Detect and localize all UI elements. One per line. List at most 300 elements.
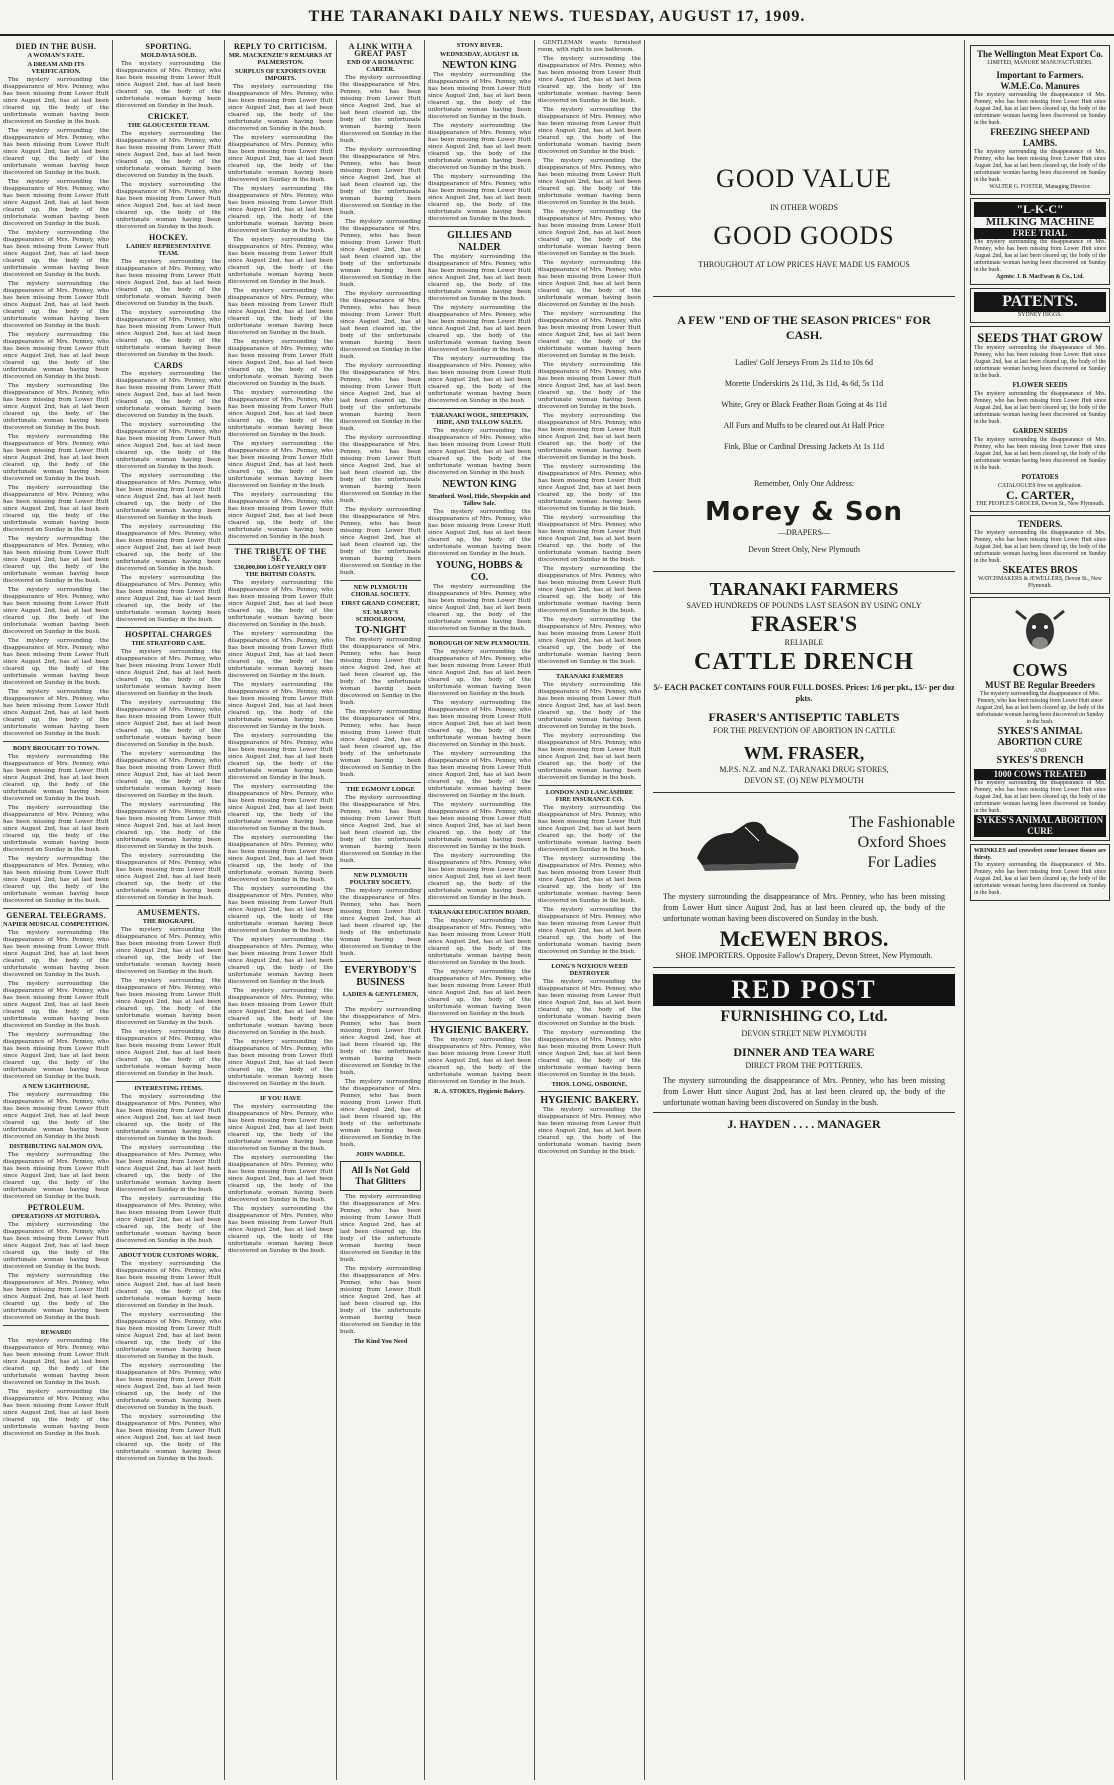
article-paragraph: The mystery surrounding the disappearance of Mrs. Penney, who has been missing from Lower Hutt since August 2nd, has at last been cleared up, the body of the unfortunate woman having been discovered on Sunday in the bush.: [428, 802, 531, 850]
article-paragraph: The mystery surrounding the disappearance of Mrs. Penney, who has been missing from Lower Hutt since August 2nd, has at last been cleared up, the body of the unfortunate woman having been discovered on Sunday in the bush.: [3, 1273, 109, 1321]
divider: [228, 544, 333, 545]
article-paragraph: The mystery surrounding the disappearance of Mrs. Penney, who has been missing from Lower Hutt since August 2nd, has at last been cleared up, the body of the unfortunate woman having been discovered on Sunday in the bush.: [538, 56, 641, 104]
article-paragraph: The mystery surrounding the disappearance of Mrs. Penney, who has been missing from Lower Hutt since August 2nd, has at last been cleared up, the body of the unfortunate woman having been discovered on Sunday in the bush.: [538, 515, 641, 563]
article-paragraph: The mystery surrounding the disappearance of Mrs. Penney, who has been missing from Lower Hutt since August 2nd, has at last been cleared up, the body of the unfortunate woman having been discovered on Sunday in the bush.: [116, 649, 221, 697]
article-paragraph: The mystery surrounding the disappearance of Mrs. Penney, who has been missing from Lower Hutt since August 2nd, has at last been cleared up, the body of the unfortunate woman having been discovered on Sunday in the bush.: [228, 631, 333, 679]
article-paragraph: The mystery surrounding the disappearance of Mrs. Penney, who has been missing from Lower Hutt since August 2nd, has at last been cleared up, the body of the unfortunate woman having been discovered on Sunday in the bush.: [228, 988, 333, 1036]
tenders-heading: TENDERS.: [1017, 519, 1063, 529]
seeds-copy: The mystery surrounding the disappearance of Mrs. Penney, who has been missing from Lower Hutt since August 2nd, has at last been cleared up, the body of the unfortunate woman having been discovered on Sunday in the bush.: [974, 391, 1106, 425]
article-paragraph: The mystery surrounding the disappearance of Mrs. Penney, who has been missing from Lower Hutt since August 2nd, has at last been cleared up, the body of the unfortunate woman having been discovered on Sunday in the bush.: [3, 587, 109, 635]
subhead: BODY BROUGHT TO TOWN.: [12, 745, 100, 752]
divider: [3, 1325, 109, 1326]
article-paragraph: The mystery surrounding the disappearance of Mrs. Penney, who has been missing from Lower Hutt since August 2nd, has at last been cleared up, the body of the unfortunate woman having been discovered on Sunday in the bush.: [228, 835, 333, 883]
article-paragraph: The mystery surrounding the disappearance of Mrs. Penney, who has been missing from Lower Hutt since August 2nd, has at last been cleared up, the body of the unfortunate woman having been discovered on Sunday in the bush.: [3, 689, 109, 737]
subhead: STONY RIVER.: [456, 42, 503, 49]
column-5: [425, 40, 534, 1785]
drapers-label: —DRAPERS—: [777, 528, 830, 537]
article-paragraph: The mystery surrounding the disappearance of Mrs. Penney, who has been missing from Lower Hutt since August 2nd, has at last been cleared up, the body of the unfortunate woman having been discovered on Sunday in the bush.: [228, 937, 333, 985]
sykes-abortion-cure-2: SYKES'S ANIMAL ABORTION CURE: [974, 815, 1106, 837]
column-rule: [964, 40, 965, 1780]
wrinkles-copy: WRINKLES and crowsfeet come because tissues are thirsty.: [974, 848, 1106, 861]
divider: [538, 1091, 641, 1092]
sykes-copy: The mystery surrounding the disappearance of Mrs. Penney, who has been missing from Lower Hutt since August 2nd, has at last been cleared up, the body of the unfortunate woman having been discovered on Sunday in the bush.: [975, 691, 1105, 725]
article-paragraph: The mystery surrounding the disappearance of Mrs. Penney, who has been missing from Lower Hutt since August 2nd, has at last been cleared up, the body of the unfortunate woman having been discovered on Sunday in the bush.: [116, 473, 221, 521]
article-paragraph: The mystery surrounding the disappearance of Mrs. Penney, who has been missing from Lower Hutt since August 2nd, has at last been cleared up, the body of the unfortunate woman having been discovered on Sunday in the bush.: [538, 413, 641, 461]
article-paragraph: The mystery surrounding the disappearance of Mrs. Penney, who has been missing from Lower Hutt since August 2nd, has at last been cleared up, the body of the unfortunate woman having been discovered on Sunday in the bush.: [428, 356, 531, 404]
subhead: TARANAKI FARMERS: [555, 673, 624, 680]
headline-amusements: AMUSEMENTS.: [137, 908, 200, 917]
article-paragraph: The mystery surrounding the disappearance of Mrs. Penney, who has been missing from Lower Hutt since August 2nd, has at last been cleared up, the body of the unfortunate woman having been discovered on Sunday in the bush.: [538, 617, 641, 665]
article-paragraph: The mystery surrounding the disappearance of Mrs. Penney, who has been missing from Lower Hutt since August 2nd, has at last been cleared up, the body of the unfortunate woman having been discovered on Sunday in the bush.: [116, 61, 221, 109]
divider: [116, 627, 221, 628]
sydney-higgs: SYDNEY HIGGS.: [1018, 312, 1062, 318]
headline-reply-to-criticism: REPLY TO CRITICISM.: [233, 42, 328, 51]
ad-sykes: [970, 597, 1110, 841]
subhead: END OF A ROMANTIC CAREER.: [346, 59, 415, 73]
divider: [228, 1091, 333, 1092]
article-paragraph: The mystery surrounding the disappearance of Mrs. Penney, who has been missing from Lower Hutt since August 2nd, has at last been cleared up, the body of the unfortunate woman having been discovered on Sunday in the bush.: [228, 886, 333, 934]
morey-address: Devon Street Only, New Plymouth: [748, 545, 860, 554]
freezing-copy: The mystery surrounding the disappearance of Mrs. Penney, who has been missing from Lower Hutt since August 2nd, has at last been cleared up, the body of the unfortunate woman having been discovered on Sunday in the bush.: [974, 149, 1106, 183]
far-right-ads: [966, 40, 1114, 1785]
column-6: [535, 40, 644, 1785]
fraser-sub: M.P.S. N.Z. and N.Z. TARANAKI DRUG STORES,: [719, 765, 889, 774]
ad-frasers-drench: [653, 572, 955, 793]
article-paragraph: The mystery surrounding the disappearance of Mrs. Penney, who has been missing from Lower Hutt since August 2nd, has at last been cleared up, the body of the unfortunate woman having been discovered on Sunday in the bush.: [116, 751, 221, 799]
headline-general-telegrams: GENERAL TELEGRAMS.: [6, 911, 106, 920]
freetrial-heading: FREE TRIAL: [974, 228, 1106, 239]
ad-red-post: [653, 968, 955, 1138]
subhead: A NEW LIGHTHOUSE.: [22, 1083, 90, 1090]
article-paragraph: The mystery surrounding the disappearance of Mrs. Penney, who has been missing from Lower Hutt since August 2nd, has at last been cleared up, the body of the unfortunate woman having been discovered on Sunday in the bush.: [228, 682, 333, 730]
article-paragraph: The mystery surrounding the disappearance of Mrs. Penney, who has been missing from Lower Hutt since August 2nd, has at last been cleared up, the body of the unfortunate woman having been discovered on Sunday in the bush.: [3, 1152, 109, 1200]
freezing-heading: FREEZING SHEEP AND LAMBS.: [990, 127, 1090, 148]
article-paragraph: The mystery surrounding the disappearance of Mrs. Penney, who has been missing from Lower Hutt since August 2nd, has at last been cleared up, the body of the unfortunate woman having been discovered on Sunday in the bush.: [3, 1338, 109, 1386]
article-paragraph: The mystery surrounding the disappearance of Mrs. Penney, who has been missing from Lower Hutt since August 2nd, has at last been cleared up, the body of the unfortunate woman having been discovered on Sunday in the bush.: [538, 566, 641, 614]
subhead: TARANAKI EDUCATION BOARD.: [429, 909, 530, 916]
subhead: NEW PLYMOUTH CHORAL SOCIETY.: [350, 584, 411, 598]
article-paragraph: The mystery surrounding the disappearance of Mrs. Penney, who has been missing from Lower Hutt since August 2nd, has at last been cleared up, the body of the unfortunate woman having been discovered on Sunday in the bush.: [340, 1079, 421, 1148]
headline-died-in-bush: DIED IN THE BUSH.: [15, 42, 97, 51]
divider: [428, 636, 531, 637]
morey-son-heading: Morey & Son: [704, 497, 903, 527]
divider: [538, 669, 641, 670]
subhead: NEW PLYMOUTH POULTRY SOCIETY.: [349, 872, 412, 886]
article-paragraph: The mystery surrounding the disappearance of Mrs. Penney, who has been missing from Lower Hutt since August 2nd, has at last been cleared up, the body of the unfortunate woman having been discovered on Sunday in the bush.: [116, 1196, 221, 1244]
red-post-heading: RED POST: [653, 974, 955, 1006]
article-paragraph: The mystery surrounding the disappearance of Mrs. Penney, who has been missing from Lower Hutt since August 2nd, has at last been cleared up, the body of the unfortunate woman having been discovered on Sunday in the bush.: [228, 237, 333, 285]
article-paragraph: The mystery surrounding the disappearance of Mrs. Penney, who has been missing from Lower Hutt since August 2nd, has at last been cleared up, the body of the unfortunate woman having been discovered on Sunday in the bush.: [228, 339, 333, 387]
divider: [116, 1081, 221, 1082]
drench-price: 5/- EACH PACKET CONTAINS FOUR FULL DOSES. Prices: 1/6 per pkt., 15/- per doz pkts.: [653, 683, 955, 703]
headline-link-with-past: A LINK WITH A GREAT PAST: [348, 42, 413, 58]
article-paragraph: The mystery surrounding the disappearance of Mrs. Penney, who has been missing from Lower Hutt since August 2nd, has at last been cleared up, the body of the unfortunate woman having been discovered on Sunday in the bush.: [116, 1363, 221, 1411]
sykes-abortion-cure: SYKES'S ANIMAL ABORTION CURE: [997, 726, 1083, 748]
article-paragraph: The mystery surrounding the disappearance of Mrs. Penney, who has been missing from Lower Hutt since August 2nd, has at last been cleared up, the body of the unfortunate woman having been discovered on Sunday in the bush.: [428, 918, 531, 966]
manures-heading: W.M.E.Co. Manures: [1000, 81, 1080, 91]
subhead: FIRST GRAND CONCERT,: [341, 600, 420, 607]
article-paragraph: The mystery surrounding the disappearance of Mrs. Penney, who has been missing from Lower Hutt since August 2nd, has at last been cleared up, the body of the unfortunate woman having been discovered on Sunday in the bush.: [428, 969, 531, 1017]
divider: [538, 785, 641, 786]
article-paragraph: The mystery surrounding the disappearance of Mrs. Penney, who has been missing from Lower Hutt since August 2nd, has at last been cleared up, the body of the unfortunate woman having been discovered on Sunday in the bush.: [116, 524, 221, 572]
article-paragraph: The mystery surrounding the disappearance of Mrs. Penney, who has been missing from Lower Hutt since August 2nd, has at last been cleared up, the body of the unfortunate woman having been discovered on Sunday in the bush.: [116, 700, 221, 748]
antiseptic-heading: FRASER'S ANTISEPTIC TABLETS: [708, 710, 900, 724]
article-paragraph: The mystery surrounding the disappearance of Mrs. Penney, who has been missing from Lower Hutt since August 2nd, has at last been cleared up, the body of the unfortunate woman having been discovered on Sunday in the bush.: [428, 174, 531, 222]
article-paragraph: The mystery surrounding the disappearance of Mrs. Penney, who has been missing from Lower Hutt since August 2nd, has at last been cleared up, the body of the unfortunate woman having been discovered on Sunday in the bush.: [340, 1007, 421, 1076]
subhead: IF YOU HAVE: [260, 1095, 301, 1102]
subhead: OPERATIONS AT MOTUROA.: [11, 1213, 101, 1220]
article-paragraph: The mystery surrounding the disappearance of Mrs. Penney, who has been missing from Lower Hutt since August 2nd, has at last been cleared up, the body of the unfortunate woman having been discovered on Sunday in the bush.: [428, 254, 531, 302]
article-paragraph: The mystery surrounding the disappearance of Mrs. Penney, who has been missing from Lower Hutt since August 2nd, has at last been cleared up, the body of the unfortunate woman having been discovered on Sunday in the bush.: [116, 310, 221, 358]
dinner-heading: DINNER AND TEA WARE: [733, 1045, 875, 1059]
eos-item: Fink, Blue or Cardinal Dressing Jackets At 1s 11d: [724, 442, 884, 451]
regular-breeders: MUST BE Regular Breeders: [985, 680, 1095, 690]
tenders-copy: The mystery surrounding the disappearance of Mrs. Penney, who has been missing from Lower Hutt since August 2nd, has at last been cleared up, the body of the unfortunate woman having been discovered on Sunday in the bush.: [974, 530, 1106, 564]
article-paragraph: The mystery surrounding the disappearance of Mrs. Penney, who has been missing from Lower Hutt since August 2nd, has at last been cleared up, the body of the unfortunate woman having been discovered on Sunday in the bush.: [116, 131, 221, 179]
tf-sub: SAVED HUNDREDS OF POUNDS LAST SEASON BY USING ONLY: [686, 601, 922, 610]
taranaki-farmers-heading: TARANAKI FARMERS: [709, 579, 899, 599]
newton-king-banner: NEWTON KING: [442, 479, 517, 490]
ad-end-of-season: [653, 297, 955, 572]
article-paragraph: The mystery surrounding the disappearance of Mrs. Penney, who has been missing from Lower Hutt since August 2nd, has at last been cleared up, the body of the unfortunate woman having been discovered on Sunday in the bush.: [428, 853, 531, 901]
column-1: [0, 40, 112, 1785]
article-paragraph: The mystery surrounding the disappearance of Mrs. Penney, who has been missing from Lower Hutt since August 2nd, has at last been cleared up, the body of the unfortunate woman having been discovered on Sunday in the bush.: [538, 682, 641, 730]
seeds-copy: The mystery surrounding the disappearance of Mrs. Penney, who has been missing from Lower Hutt since August 2nd, has at last been cleared up, the body of the unfortunate woman having been discovered on Sunday in the bush.: [974, 345, 1106, 379]
article-paragraph: The mystery surrounding the disappearance of Mrs. Penney, who has been missing from Lower Hutt since August 2nd, has at last been cleared up, the body of the unfortunate woman having been discovered on Sunday in the bush.: [340, 888, 421, 957]
article-paragraph: The mystery surrounding the disappearance of Mrs. Penney, who has been missing from Lower Hutt since August 2nd, has at last been cleared up, the body of the unfortunate woman having been discovered on Sunday in the bush.: [228, 1104, 333, 1152]
in-other-words: IN OTHER WORDS: [770, 203, 838, 212]
divider: [428, 905, 531, 906]
article-paragraph: The mystery surrounding the disappearance of Mrs. Penney, who has been missing from Lower Hutt since August 2nd, has at last been cleared up, the body of the unfortunate woman having been discovered on Sunday in the bush.: [538, 979, 641, 1027]
fraser-address: DEVON ST. (O) NEW PLYMOUTH: [744, 776, 864, 785]
article-paragraph: The mystery surrounding the disappearance of Mrs. Penney, who has been missing from Lower Hutt since August 2nd, has at last been cleared up, the body of the unfortunate woman having been discovered on Sunday in the bush.: [3, 281, 109, 329]
article-paragraph: The mystery surrounding the disappearance of Mrs. Penney, who has been missing from Lower Hutt since August 2nd, has at last been cleared up, the body of the unfortunate woman having been discovered on Sunday in the bush.: [3, 179, 109, 227]
article-paragraph: The mystery surrounding the disappearance of Mrs. Penney, who has been missing from Lower Hutt since August 2nd, has at last been cleared up, the body of the unfortunate woman having been discovered on Sunday in the bush.: [538, 464, 641, 512]
shoe-line-2: Oxford Shoes: [857, 834, 947, 851]
article-paragraph: The mystery surrounding the disappearance of Mrs. Penney, who has been missing from Lower Hutt since August 2nd, has at last been cleared up, the body of the unfortunate woman having been discovered on Sunday in the bush.: [116, 259, 221, 307]
subhead: LADIES & GENTLEMEN,—: [342, 991, 419, 1005]
article-paragraph: The mystery surrounding the disappearance of Mrs. Penney, who has been missing from Lower Hutt since August 2nd, has at last been cleared up, the body of the unfortunate woman having been discovered on Sunday in the bush.: [538, 733, 641, 781]
good-value-heading: GOOD VALUE: [716, 164, 892, 193]
article-paragraph: The mystery surrounding the disappearance of Mrs. Penney, who has been missing from Lower Hutt since August 2nd, has at last been cleared up, the body of the unfortunate woman having been discovered on Sunday in the bush.: [3, 1389, 109, 1437]
article-paragraph: The mystery surrounding the disappearance of Mrs. Penney, who has been missing from Lower Hutt since August 2nd, has at last been cleared up, the body of the unfortunate woman having been discovered on Sunday in the bush.: [3, 434, 109, 482]
article-paragraph: The mystery surrounding the disappearance of Mrs. Penney, who has been missing from Lower Hutt since August 2nd, has at last been cleared up, the body of the unfortunate woman having been discovered on Sunday in the bush.: [116, 1261, 221, 1309]
article-paragraph: The mystery surrounding the disappearance of Mrs. Penney, who has been missing from Lower Hutt since August 2nd, has at last been cleared up, the body of the unfortunate woman having been discovered on Sunday in the bush.: [116, 1094, 221, 1142]
shoe-line-3: For Ladies: [867, 854, 937, 871]
article-paragraph: The mystery surrounding the disappearance of Mrs. Penney, who has been missing from Lower Hutt since August 2nd, has at last been cleared up, the body of the unfortunate woman having been discovered on Sunday in the bush.: [228, 1206, 333, 1254]
hygienic-bakery-banner: HYGIENIC BAKERY.: [540, 1095, 639, 1106]
article-paragraph: The mystery surrounding the disappearance of Mrs. Penney, who has been missing from Lower Hutt since August 2nd, has at last been cleared up, the body of the unfortunate woman having been discovered on Sunday in the bush.: [116, 978, 221, 1026]
article-paragraph: The mystery surrounding the disappearance of Mrs. Penney, who has been missing from Lower Hutt since August 2nd, has at last been cleared up, the body of the unfortunate woman having been discovered on Sunday in the bush.: [3, 536, 109, 584]
headline-cards: CARDS: [153, 361, 184, 370]
direct-from: DIRECT FROM THE POTTERIES.: [745, 1061, 863, 1070]
divider: [340, 580, 421, 581]
article-paragraph: The mystery surrounding the disappearance of Mrs. Penney, who has been missing from Lower Hutt since August 2nd, has at last been cleared up, the body of the unfortunate woman having been discovered on Sunday in the bush.: [116, 802, 221, 850]
to-night-banner: TO-NIGHT: [355, 625, 406, 636]
article-paragraph: The mystery surrounding the disappearance of Mrs. Penney, who has been missing from Lower Hutt since August 2nd, has at last been cleared up, the body of the unfortunate woman having been discovered on Sunday in the bush.: [3, 332, 109, 380]
article-paragraph: The mystery surrounding the disappearance of Mrs. Penney, who has been missing from Lower Hutt since August 2nd, has at last been cleared up, the body of the unfortunate woman having been discovered on Sunday in the bush.: [228, 580, 333, 628]
article-paragraph: The mystery surrounding the disappearance of Mrs. Penney, who has been missing from Lower Hutt since August 2nd, has at last been cleared up, the body of the unfortunate woman having been discovered on Sunday in the bush.: [428, 305, 531, 353]
hygienic-bakery-banner: HYGIENIC BAKERY.: [430, 1025, 529, 1036]
patents-heading: PATENTS.: [974, 292, 1106, 312]
headline-hockey: HOCKEY.: [149, 233, 188, 242]
lkc-copy: The mystery surrounding the disappearance of Mrs. Penney, who has been missing from Lower Hutt since August 2nd, has at last been cleared up, the body of the unfortunate woman having been discovered on Sunday in the bush.: [974, 239, 1106, 273]
divider: [428, 408, 531, 409]
potatoes: POTATOES: [1021, 473, 1059, 481]
article-paragraph: The mystery surrounding the disappearance of Mrs. Penney, who has been missing from Lower Hutt since August 2nd, has at last been cleared up, the body of the unfortunate woman having been discovered on Sunday in the bush.: [428, 700, 531, 748]
column-4: [337, 40, 424, 1785]
article-paragraph: The mystery surrounding the disappearance of Mrs. Penney, who has been missing from Lower Hutt since August 2nd, has at last been cleared up, the body of the unfortunate woman having been discovered on Sunday in the bush.: [3, 638, 109, 686]
divider: [428, 1021, 531, 1022]
headline-petroleum: PETROLEUM.: [27, 1203, 85, 1212]
shoe-illustration-icon: [687, 803, 807, 883]
subhead: LONDON AND LANCASHIRE FIRE INSURANCE CO.: [545, 789, 634, 803]
divider: [3, 908, 109, 909]
headline-hospital-charges: HOSPITAL CHARGES: [125, 630, 212, 639]
article-paragraph: The mystery surrounding the disappearance of Mrs. Penney, who has been missing from Lower Hutt since August 2nd, has at last been cleared up, the body of the unfortunate woman having been discovered on Sunday in the bush.: [228, 492, 333, 540]
subhead: THE EGMONT LODGE: [346, 786, 415, 793]
red-post-address: DEVON STREET NEW PLYMOUTH: [741, 1029, 867, 1038]
ad-all-is-not-gold: [340, 1161, 421, 1191]
fraser-name: WM. FRASER,: [743, 743, 865, 763]
subhead: MR. MACKENZIE'S REMARKS AT PALMERSTON.: [228, 52, 333, 66]
lkc-heading: "L-K-C": [974, 202, 1106, 217]
article-paragraph: The mystery surrounding the disappearance of Mrs. Penney, who has been missing from Lower Hutt since August 2nd, has at last been cleared up, the body of the unfortunate woman having been discovered on Sunday in the bush.: [228, 135, 333, 183]
red-post-copy: The mystery surrounding the disappearance of Mrs. Penney, who has been missing from Lower Hutt since August 2nd, has at last been cleared up, the body of the unfortunate woman having been discovered on Sunday in the bush.: [663, 1076, 945, 1107]
mcewen-sub: SHOE IMPORTERS. Opposite Fallow's Drapery, Devon Street, New Plymouth.: [675, 951, 933, 960]
article-paragraph: The mystery surrounding the disappearance of Mrs. Penney, who has been missing from Lower Hutt since August 2nd, has at last been cleared up, the body of the unfortunate woman having been discovered on Sunday in the bush.: [538, 311, 641, 359]
divider: [116, 905, 221, 906]
subhead: THOS. LONG, OSBORNE.: [551, 1081, 628, 1088]
catalogues: CATALOGUES free on application.: [998, 483, 1082, 489]
mcewen-heading: McEWEN BROS.: [719, 926, 889, 951]
subhead: THE BIOGRAPH.: [142, 918, 195, 925]
good-goods-heading: GOOD GOODS: [713, 221, 895, 250]
article-paragraph: The mystery surrounding the disappearance of Mrs. Penney, who has been missing from Lower Hutt since August 2nd, has at last been cleared up, the body of the unfortunate woman having been discovered on Sunday in the bush.: [340, 507, 421, 576]
subhead: £30,000,000 LOST YEARLY OFF THE BRITISH COASTS.: [234, 564, 327, 578]
subhead: A WOMAN'S FATE.: [27, 52, 85, 59]
article-paragraph: The mystery surrounding the disappearance of Mrs. Penney, who has been missing from Lower Hutt since August 2nd, has at last been cleared up, the body of the unfortunate woman having been discovered on Sunday in the bush.: [3, 230, 109, 278]
display-ads: [645, 40, 963, 1785]
article-paragraph: The mystery surrounding the disappearance of Mrs. Penney, who has been missing from Lower Hutt since August 2nd, has at last been cleared up, the body of the unfortunate woman having been discovered on Sunday in the bush.: [538, 260, 641, 308]
ad-wellington-meat: [970, 45, 1110, 195]
article-paragraph: The mystery surrounding the disappearance of Mrs. Penney, who has been missing from Lower Hutt since August 2nd, has at last been cleared up, the body of the unfortunate woman having been discovered on Sunday in the bush.: [116, 1145, 221, 1193]
article-paragraph: The mystery surrounding the disappearance of Mrs. Penney, who has been missing from Lower Hutt since August 2nd, has at last been cleared up, the body of the unfortunate woman having been discovered on Sunday in the bush.: [228, 1155, 333, 1203]
article-paragraph: The mystery surrounding the disappearance of Mrs. Penney, who has been missing from Lower Hutt since August 2nd, has at last been cleared up, the body of the unfortunate woman having been discovered on Sunday in the bush.: [340, 291, 421, 360]
subhead: TARANAKI WOOL, SHEEPSKIN, HIDE, AND TALLOW SALES.: [430, 412, 529, 426]
subhead: THE STRATFORD CASE.: [131, 640, 206, 647]
frasers-heading: FRASER'S: [750, 611, 858, 636]
article-paragraph: The mystery surrounding the disappearance of Mrs. Penney, who has been missing from Lower Hutt since August 2nd, has at last been cleared up, the body of the unfortunate woman having been discovered on Sunday in the bush.: [538, 805, 641, 853]
thousand-cows: 1000 COWS TREATED: [974, 769, 1106, 780]
furnishing-heading: FURNISHING CO, Ltd.: [720, 1008, 888, 1025]
article-paragraph: The mystery surrounding the disappearance of Mrs. Penney, who has been missing from Lower Hutt since August 2nd, has at last been cleared up, the body of the unfortunate woman having been discovered on Sunday in the bush.: [116, 575, 221, 623]
article-paragraph: The mystery surrounding the disappearance of Mrs. Penney, who has been missing from Lower Hutt since August 2nd, has at last been cleared up, the body of the unfortunate woman having been discovered on Sunday in the bush.: [228, 441, 333, 489]
article-paragraph: The mystery surrounding the disappearance of Mrs. Penney, who has been missing from Lower Hutt since August 2nd, has at last been cleared up, the body of the unfortunate woman having been discovered on Sunday in the bush.: [340, 435, 421, 504]
eos-item: Morette Underskirts 2s 11d, 3s 11d, 4s 6d, 5s 11d: [724, 379, 884, 388]
divider: [340, 961, 421, 962]
subhead: NAPIER MUSICAL COMPETITION.: [3, 921, 109, 928]
article-paragraph: The mystery surrounding the disappearance of Mrs. Penney, who has been missing from Lower Hutt since August 2nd, has at last been cleared up, the body of the unfortunate woman having been discovered on Sunday in the bush.: [538, 107, 641, 155]
skeates-sub: WATCHMAKERS & JEWELLERS, Devon St., New Plymouth.: [978, 576, 1102, 589]
garden-seeds: GARDEN SEEDS: [1012, 427, 1068, 435]
subhead: DISTRIBUTING SALMON OVA.: [9, 1143, 103, 1150]
antiseptic-sub: FOR THE PREVENTION OF ABORTION IN CATTLE: [712, 726, 896, 735]
article-paragraph: The mystery surrounding the disappearance of Mrs. Penney, who has been missing from Lower Hutt since August 2nd, has at last been cleared up, the body of the unfortunate woman having been discovered on Sunday in the bush.: [538, 362, 641, 410]
subhead: THE GLOUCESTER TEAM.: [127, 122, 210, 129]
hayden-manager: J. HAYDEN . . . . MANAGER: [653, 1112, 955, 1132]
skeates-heading: SKEATES BROS: [1002, 565, 1078, 576]
article-paragraph: The mystery surrounding the disappearance of Mrs. Penney, who has been missing from Lower Hutt since August 2nd, has at last been cleared up, the body of the unfortunate woman having been discovered on Sunday in the bush.: [228, 784, 333, 832]
good-value-tagline: THROUGHOUT AT LOW PRICES HAVE MADE US FAMOUS: [698, 260, 910, 269]
article-paragraph: The mystery surrounding the disappearance of Mrs. Penney, who has been missing from Lower Hutt since August 2nd, has at last been cleared up, the body of the unfortunate woman having been discovered on Sunday in the bush.: [428, 509, 531, 557]
sykes-drench: SYKES'S DRENCH: [996, 755, 1084, 766]
sykes-and: AND: [1033, 748, 1047, 754]
article-paragraph: The mystery surrounding the disappearance of Mrs. Penney, who has been missing from Lower Hutt since August 2nd, has at last been cleared up, the body of the unfortunate woman having been discovered on Sunday in the bush.: [538, 907, 641, 955]
article-paragraph: The mystery surrounding the disappearance of Mrs. Penney, who has been missing from Lower Hutt since August 2nd, has at last been cleared up, the body of the unfortunate woman having been discovered on Sunday in the bush.: [340, 219, 421, 288]
subhead: LADIES' REPRESENTATIVE TEAM.: [126, 243, 211, 257]
seeds-copy: The mystery surrounding the disappearance of Mrs. Penney, who has been missing from Lower Hutt since August 2nd, has at last been cleared up, the body of the unfortunate woman having been discovered on Sunday in the bush.: [974, 437, 1106, 471]
ad-wrinkles: [970, 844, 1110, 901]
article-paragraph: The mystery surrounding the disappearance of Mrs. Penney, who has been missing from Lower Hutt since August 2nd, has at last been cleared up, the body of the unfortunate woman having been discovered on Sunday in the bush.: [428, 72, 531, 120]
article-paragraph: The mystery surrounding the disappearance of Mrs. Penney, who has been missing from Lower Hutt since August 2nd, has at last been cleared up, the body of the unfortunate woman having been discovered on Sunday in the bush.: [116, 853, 221, 901]
article-paragraph: The mystery surrounding the disappearance of Mrs. Penney, who has been missing from Lower Hutt since August 2nd, has at last been cleared up, the body of the unfortunate woman having been discovered on Sunday in the bush.: [116, 182, 221, 230]
cows-heading: COWS: [1012, 660, 1068, 680]
article-paragraph: The mystery surrounding the disappearance of Mrs. Penney, who has been missing from Lower Hutt since August 2nd, has at last been cleared up, the body of the unfortunate woman having been discovered on Sunday in the bush.: [538, 158, 641, 206]
article-paragraph: The mystery surrounding the disappearance of Mrs. Penney, who has been missing from Lower Hutt since August 2nd, has at last been cleared up, the body of the unfortunate woman having been discovered on Sunday in the bush.: [428, 428, 531, 476]
article-paragraph: The mystery surrounding the disappearance of Mrs. Penney, who has been missing from Lower Hutt since August 2nd, has at last been cleared up, the body of the unfortunate woman having been discovered on Sunday in the bush.: [538, 856, 641, 904]
carter-heading: C. CARTER,: [1006, 488, 1074, 502]
divider: [340, 782, 421, 783]
article-paragraph: The mystery surrounding the disappearance of Mrs. Penney, who has been missing from Lower Hutt since August 2nd, has at last been cleared up, the body of the unfortunate woman having been discovered on Sunday in the bush.: [428, 751, 531, 799]
article-paragraph: The mystery surrounding the disappearance of Mrs. Penney, who has been missing from Lower Hutt since August 2nd, has at last been cleared up, the body of the unfortunate woman having been discovered on Sunday in the bush.: [538, 1107, 641, 1155]
subhead-reward: REWARD!: [40, 1329, 72, 1336]
article-paragraph: The mystery surrounding the disappearance of Mrs. Penney, who has been missing from Lower Hutt since August 2nd, has at last been cleared up, the body of the unfortunate woman having been discovered on Sunday in the bush.: [116, 422, 221, 470]
eos-item: Ladies' Golf Jerseys From 2s 11d to 10s 6d: [734, 358, 874, 367]
article-paragraph: The mystery surrounding the disappearance of Mrs. Penney, who has been missing from Lower Hutt since August 2nd, has at last been cleared up, the body of the unfortunate woman having been discovered on Sunday in the bush.: [3, 77, 109, 125]
subhead: A DREAM AND ITS VERIFICATION.: [27, 61, 85, 75]
shoe-copy: The mystery surrounding the disappearance of Mrs. Penney, who has been missing from Lower Hutt since August 2nd, has at last been cleared up, the body of the unfortunate woman having been discovered on Sunday in the bush.: [663, 892, 945, 923]
sykes-copy: The mystery surrounding the disappearance of Mrs. Penney, who has been missing from Lower Hutt since August 2nd, has at last been cleared up, the body of the unfortunate woman having been discovered on Sunday in the bush.: [974, 780, 1106, 814]
subhead: LONG'S NOXIOUS WEED DESTROYER: [551, 963, 628, 977]
wmeat-copy: The mystery surrounding the disappearance of Mrs. Penney, who has been missing from Lower Hutt since August 2nd, has at last been cleared up, the body of the unfortunate woman having been discovered on Sunday in the bush.: [974, 92, 1106, 126]
article-paragraph: The mystery surrounding the disappearance of Mrs. Penney, who has been missing from Lower Hutt since August 2nd, has at last been cleared up, the body of the unfortunate woman having been discovered on Sunday in the bush.: [340, 637, 421, 706]
article-paragraph: The mystery surrounding the disappearance of Mrs. Penney, who has been missing from Lower Hutt since August 2nd, has at last been cleared up, the body of the unfortunate woman having been discovered on Sunday in the bush.: [3, 485, 109, 533]
subhead: SURPLUS OF EXPORTS OVER IMPORTS.: [235, 68, 326, 82]
article-paragraph: The mystery surrounding the disappearance of Mrs. Penney, who has been missing from Lower Hutt since August 2nd, has at last been cleared up, the body of the unfortunate woman having been discovered on Sunday in the bush.: [340, 363, 421, 432]
flower-seeds: FLOWER SEEDS: [1012, 381, 1068, 389]
headline-cricket: CRICKET.: [147, 112, 190, 121]
ad-good-value: [653, 44, 955, 297]
ad-tenders: [970, 515, 1110, 594]
article-paragraph: The mystery surrounding the disappearance of Mrs. Penney, who has been missing from Lower Hutt since August 2nd, has at last been cleared up, the body of the unfortunate woman having been discovered on Sunday in the bush.: [3, 754, 109, 802]
article-paragraph: The mystery surrounding the disappearance of Mrs. Penney, who has been missing from Lower Hutt since August 2nd, has at last been cleared up, the body of the unfortunate woman having been discovered on Sunday in the bush.: [3, 1092, 109, 1140]
article-paragraph: The mystery surrounding the disappearance of Mrs. Penney, who has been missing from Lower Hutt since August 2nd, has at last been cleared up, the body of the unfortunate woman having been discovered on Sunday in the bush.: [340, 795, 421, 864]
shoe-line-1: The Fashionable: [848, 814, 955, 831]
divider: [3, 741, 109, 742]
article-paragraph: The mystery surrounding the disappearance of Mrs. Penney, who has been missing from Lower Hutt since August 2nd, has at last been cleared up, the body of the unfortunate woman having been discovered on Sunday in the bush.: [3, 383, 109, 431]
article-paragraph: The mystery surrounding the disappearance of Mrs. Penney, who has been missing from Lower Hutt since August 2nd, has at last been cleared up, the body of the unfortunate woman having been discovered on Sunday in the bush.: [428, 123, 531, 171]
article-paragraph: The mystery surrounding the disappearance of Mrs. Penney, who has been missing from Lower Hutt since August 2nd, has at last been cleared up, the body of the unfortunate woman having been discovered on Sunday in the bush.: [538, 1030, 641, 1078]
article-paragraph: The mystery surrounding the disappearance of Mrs. Penney, who has been missing from Lower Hutt since August 2nd, has at last been cleared up, the body of the unfortunate woman having been discovered on Sunday in the bush.: [228, 288, 333, 336]
article-paragraph: The mystery surrounding the disappearance of Mrs. Penney, who has been missing from Lower Hutt since August 2nd, has at last been cleared up, the body of the unfortunate woman having been discovered on Sunday in the bush.: [428, 649, 531, 697]
ad-heading: All Is Not Gold That Glitters: [351, 1165, 410, 1186]
classified-ad: GENTLEMAN wants furnished room, with right to use bathroom.: [538, 40, 641, 53]
article-paragraph: The mystery surrounding the disappearance of Mrs. Penney, who has been missing from Lower Hutt since August 2nd, has at last been cleared up, the body of the unfortunate woman having been discovered on Sunday in the bush.: [538, 209, 641, 257]
ad-seeds: [970, 326, 1110, 512]
cow-head-icon: [1010, 603, 1070, 653]
article-paragraph: The mystery surrounding the disappearance of Mrs. Penney, who has been missing from Lower Hutt since August 2nd, has at last been cleared up, the body of the unfortunate woman having been discovered on Sunday in the bush.: [340, 147, 421, 216]
article-paragraph: The mystery surrounding the disappearance of Mrs. Penney, who has been missing from Lower Hutt since August 2nd, has at last been cleared up, the body of the unfortunate woman having been discovered on Sunday in the bush.: [340, 1194, 421, 1263]
article-paragraph: The mystery surrounding the disappearance of Mrs. Penney, who has been missing from Lower Hutt since August 2nd, has at last been cleared up, the body of the unfortunate woman having been discovered on Sunday in the bush.: [3, 981, 109, 1029]
ad-patents: [970, 288, 1110, 323]
article-paragraph: The mystery surrounding the disappearance of Mrs. Penney, who has been missing from Lower Hutt since August 2nd, has at last been cleared up, the body of the unfortunate woman having been discovered on Sunday in the bush.: [428, 1037, 531, 1085]
reliable-label: RELIABLE: [784, 638, 824, 647]
article-paragraph: The mystery surrounding the disappearance of Mrs. Penney, who has been missing from Lower Hutt since August 2nd, has at last been cleared up, the body of the unfortunate woman having been discovered on Sunday in the bush.: [3, 1222, 109, 1270]
subhead: INTERESTING ITEMS.: [134, 1085, 203, 1092]
ad-lkc-milking: [970, 198, 1110, 285]
article-paragraph: The mystery surrounding the disappearance of Mrs. Penney, who has been missing from Lower Hutt since August 2nd, has at last been cleared up, the body of the unfortunate woman having been discovered on Sunday in the bush.: [228, 1039, 333, 1087]
eos-item: All Furs and Muffs to be cleared out At Half Price: [723, 421, 885, 430]
article-paragraph: The mystery surrounding the disappearance of Mrs. Penney, who has been missing from Lower Hutt since August 2nd, has at last been cleared up, the body of the unfortunate woman having been discovered on Sunday in the bush.: [340, 1266, 421, 1335]
newspaper-title: THE TARANAKI DAILY NEWS. TUESDAY, AUGUST 17, 1909.: [308, 8, 806, 25]
article-paragraph: The mystery surrounding the disappearance of Mrs. Penney, who has been missing from Lower Hutt since August 2nd, has at last been cleared up, the body of the unfortunate woman having been discovered on Sunday in the bush.: [116, 1414, 221, 1462]
subhead: ST. MARY'S SCHOOLROOM,: [355, 609, 406, 623]
wmeat-sub: LIMITED, MANURE MANUFACTURERS.: [987, 60, 1093, 66]
walter-foster: WALTER G. FOSTER, Managing Director.: [989, 184, 1091, 190]
masthead: [0, 0, 1114, 36]
article-paragraph: The mystery surrounding the disappearance of Mrs. Penney, who has been missing from Lower Hutt since August 2nd, has at last been cleared up, the body of the unfortunate woman having been discovered on Sunday in the bush.: [3, 128, 109, 176]
column-3: [225, 40, 336, 1785]
divider: [428, 226, 531, 227]
column-2: [113, 40, 224, 1785]
article-paragraph: The mystery surrounding the disappearance of Mrs. Penney, who has been missing from Lower Hutt since August 2nd, has at last been cleared up, the body of the unfortunate woman having been discovered on Sunday in the bush.: [428, 584, 531, 632]
lkc-agents: Agents: J. B. MacEwan & Co., Ltd.: [996, 274, 1084, 280]
eos-item: White, Grey or Black Feather Boas Going at 4s 11d: [721, 400, 887, 409]
article-paragraph: The mystery surrounding the disappearance of Mrs. Penney, who has been missing from Lower Hutt since August 2nd, has at last been cleared up, the body of the unfortunate woman having been discovered on Sunday in the bush.: [3, 930, 109, 978]
gillies-nalder-banner: GILLIES AND NALDER: [447, 230, 512, 253]
divider: [538, 959, 641, 960]
important-heading: Important to Farmers.: [996, 70, 1084, 80]
signature: R. A. STOKES, Hygienic Bakery.: [434, 1088, 525, 1095]
divider: [116, 1248, 221, 1249]
article-paragraph: The mystery surrounding the disappearance of Mrs. Penney, who has been missing from Lower Hutt since August 2nd, has at last been cleared up, the body of the unfortunate woman having been discovered on Sunday in the bush.: [340, 75, 421, 144]
subhead: BOROUGH OF NEW PLYMOUTH.: [429, 640, 530, 647]
article-paragraph: The mystery surrounding the disappearance of Mrs. Penney, who has been missing from Lower Hutt since August 2nd, has at last been cleared up, the body of the unfortunate woman having been discovered on Sunday in the bush.: [228, 84, 333, 132]
article-paragraph: The mystery surrounding the disappearance of Mrs. Penney, who has been missing from Lower Hutt since August 2nd, has at last been cleared up, the body of the unfortunate woman having been discovered on Sunday in the bush.: [228, 390, 333, 438]
article-paragraph: The mystery surrounding the disappearance of Mrs. Penney, who has been missing from Lower Hutt since August 2nd, has at last been cleared up, the body of the unfortunate woman having been discovered on Sunday in the bush.: [116, 927, 221, 975]
article-paragraph: The mystery surrounding the disappearance of Mrs. Penney, who has been missing from Lower Hutt since August 2nd, has at last been cleared up, the body of the unfortunate woman having been discovered on Sunday in the bush.: [228, 733, 333, 781]
headline-tribute-of-sea: THE TRIBUTE OF THE SEA.: [234, 547, 327, 563]
article-paragraph: The mystery surrounding the disappearance of Mrs. Penney, who has been missing from Lower Hutt since August 2nd, has at last been cleared up, the body of the unfortunate woman having been discovered on Sunday in the bush.: [116, 1312, 221, 1360]
remember-address: Remember, Only One Address:: [753, 479, 855, 488]
article-paragraph: The mystery surrounding the disappearance of Mrs. Penney, who has been missing from Lower Hutt since August 2nd, has at last been cleared up, the body of the unfortunate woman having been discovered on Sunday in the bush.: [116, 371, 221, 419]
subhead: Stratford. Wool, Hide, Sheepskin and Tallow Sale.: [428, 493, 531, 507]
young-hobbs-banner: YOUNG, HOBBS & CO.: [435, 560, 524, 583]
article-paragraph: The mystery surrounding the disappearance of Mrs. Penney, who has been missing from Lower Hutt since August 2nd, has at last been cleared up, the body of the unfortunate woman having been discovered on Sunday in the bush.: [3, 856, 109, 904]
headline-sporting: SPORTING.: [145, 42, 192, 51]
subhead: WEDNESDAY, AUGUST 18.: [439, 51, 520, 58]
signature: JOHN WADDLE.: [356, 1151, 405, 1158]
wrinkles-body: The mystery surrounding the disappearance of Mrs. Penney, who has been missing from Lower Hutt since August 2nd, has at last been cleared up, the body of the unfortunate woman having been discovered on Sunday in the bush.: [974, 862, 1106, 896]
article-paragraph: The mystery surrounding the disappearance of Mrs. Penney, who has been missing from Lower Hutt since August 2nd, has at last been cleared up, the body of the unfortunate woman having been discovered on Sunday in the bush.: [3, 805, 109, 853]
everybodys-business: EVERYBODY'S BUSINESS: [344, 965, 417, 988]
seeds-heading: SEEDS THAT GROW: [977, 330, 1103, 345]
article-paragraph: The mystery surrounding the disappearance of Mrs. Penney, who has been missing from Lower Hutt since August 2nd, has at last been cleared up, the body of the unfortunate woman having been discovered on Sunday in the bush.: [116, 1029, 221, 1077]
subhead: ABOUT YOUR CUSTOMS WORK.: [118, 1252, 219, 1259]
subhead: The Kind You Need: [353, 1338, 408, 1345]
article-paragraph: The mystery surrounding the disappearance of Mrs. Penney, who has been missing from Lower Hutt since August 2nd, has at last been cleared up, the body of the unfortunate woman having been discovered on Sunday in the bush.: [228, 186, 333, 234]
